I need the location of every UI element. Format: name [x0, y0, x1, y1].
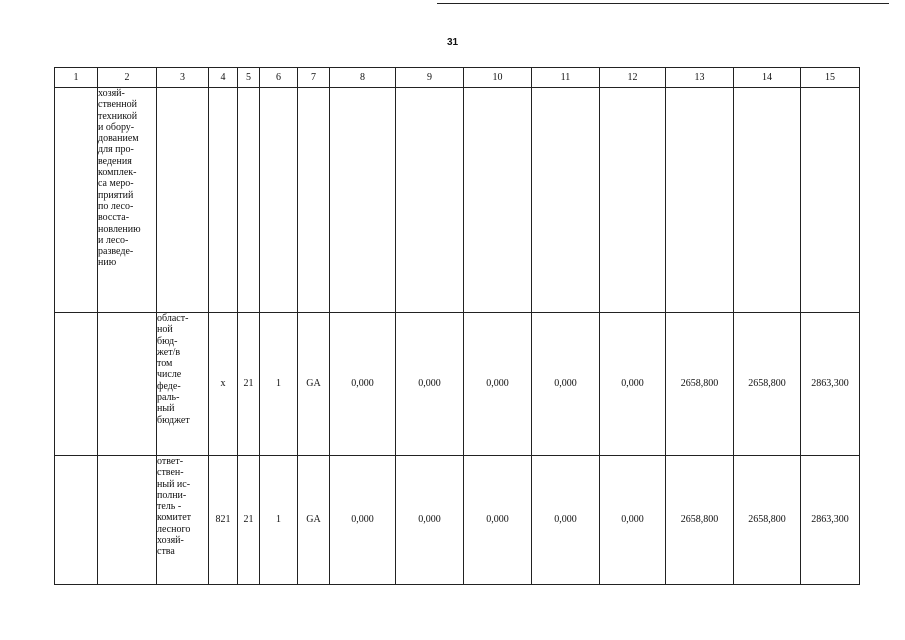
empty-cell	[801, 88, 860, 313]
header-cell: 4	[209, 68, 238, 88]
text-line: хозяй-	[157, 535, 184, 547]
empty-cell	[209, 88, 238, 313]
header-cell: 10	[464, 68, 532, 88]
value-cell: 0,000	[330, 313, 396, 456]
text-line: дованием	[98, 133, 139, 145]
value-cell: 0,000	[532, 313, 600, 456]
header-cell: 11	[532, 68, 600, 88]
value-cell: 0,000	[600, 313, 666, 456]
text-line: лесного	[157, 523, 191, 535]
value-cell: 0,000	[600, 456, 666, 585]
text-line: хозяй-	[98, 88, 125, 99]
value-cell: 821	[209, 456, 238, 585]
empty-cell	[55, 88, 98, 313]
text-line: феде-	[157, 380, 181, 392]
text-line: и обору-	[98, 121, 135, 133]
text-line: ства	[157, 546, 175, 558]
value-cell: GA	[298, 456, 330, 585]
table-row	[55, 456, 860, 585]
text-line: и лесо-	[98, 234, 129, 246]
text-line: бюд-	[157, 335, 178, 347]
empty-cell	[238, 88, 260, 313]
text-line: са меро-	[98, 178, 134, 190]
header-cell: 1	[55, 68, 98, 88]
empty-cell	[734, 88, 801, 313]
text-line: разведе-	[98, 246, 134, 258]
value-cell: 2658,800	[666, 456, 734, 585]
value-cell: 2863,300	[801, 456, 860, 585]
header-cell: 12	[600, 68, 666, 88]
text-line: бюджет	[157, 414, 190, 426]
empty-cell	[298, 88, 330, 313]
text-line: жет/в	[157, 346, 181, 358]
text-line: ответ-	[157, 456, 184, 467]
text-line: ствен-	[157, 467, 184, 479]
value-cell: 21	[238, 313, 260, 456]
empty-cell	[666, 88, 734, 313]
text-line: ственной	[98, 99, 137, 111]
text-line: восста-	[98, 212, 130, 224]
value-cell: 2658,800	[734, 313, 801, 456]
text-line: област-	[157, 313, 189, 324]
value-cell: 0,000	[396, 313, 464, 456]
text-line: техникой	[98, 110, 138, 122]
funding-source-cell	[157, 313, 209, 456]
value-cell: 0,000	[464, 313, 532, 456]
header-cell: 3	[157, 68, 209, 88]
header-cell: 13	[666, 68, 734, 88]
description-cell	[98, 88, 157, 313]
header-cell: 15	[801, 68, 860, 88]
text-line: полни-	[157, 489, 187, 501]
budget-table	[54, 67, 860, 585]
header-row	[55, 68, 860, 88]
table-row	[55, 88, 860, 313]
value-cell: GA	[298, 313, 330, 456]
text-line: нию	[98, 257, 117, 269]
empty-cell	[260, 88, 298, 313]
header-cell: 8	[330, 68, 396, 88]
text-line: тель -	[157, 501, 182, 513]
text-line: комитет	[157, 512, 192, 524]
empty-cell	[55, 456, 98, 585]
empty-cell	[396, 88, 464, 313]
value-cell: 1	[260, 456, 298, 585]
value-cell: 2658,800	[734, 456, 801, 585]
header-cell: 5	[238, 68, 260, 88]
empty-cell	[464, 88, 532, 313]
header-cell: 6	[260, 68, 298, 88]
empty-cell	[98, 313, 157, 456]
value-cell: 1	[260, 313, 298, 456]
executor-cell	[157, 456, 209, 585]
text-line: приятий	[98, 189, 134, 201]
text-line: новлению	[98, 223, 141, 235]
header-cell: 14	[734, 68, 801, 88]
empty-cell	[532, 88, 600, 313]
text-line: ный ис-	[157, 478, 191, 490]
value-cell: 2863,300	[801, 313, 860, 456]
value-cell: 0,000	[532, 456, 600, 585]
value-cell: 0,000	[464, 456, 532, 585]
text-line: числе	[157, 369, 182, 381]
text-line: для про-	[98, 144, 134, 156]
header-cell: 9	[396, 68, 464, 88]
text-line: раль-	[157, 392, 180, 404]
text-line: ной	[157, 324, 173, 336]
page-number: 31	[446, 37, 459, 48]
text-line: ведения	[98, 155, 132, 167]
value-cell: x	[209, 313, 238, 456]
empty-cell	[55, 313, 98, 456]
text-line: комплек-	[98, 167, 137, 179]
empty-cell	[98, 456, 157, 585]
value-cell: 0,000	[396, 456, 464, 585]
empty-cell	[157, 88, 209, 313]
empty-cell	[600, 88, 666, 313]
header-cell: 2	[98, 68, 157, 88]
text-line: по лесо-	[98, 200, 134, 212]
value-cell: 0,000	[330, 456, 396, 585]
table-row	[55, 313, 860, 456]
value-cell: 21	[238, 456, 260, 585]
text-line: ный	[157, 403, 175, 415]
empty-cell	[330, 88, 396, 313]
text-line: том	[157, 358, 173, 370]
value-cell: 2658,800	[666, 313, 734, 456]
header-cell: 7	[298, 68, 330, 88]
top-rule	[437, 3, 889, 4]
